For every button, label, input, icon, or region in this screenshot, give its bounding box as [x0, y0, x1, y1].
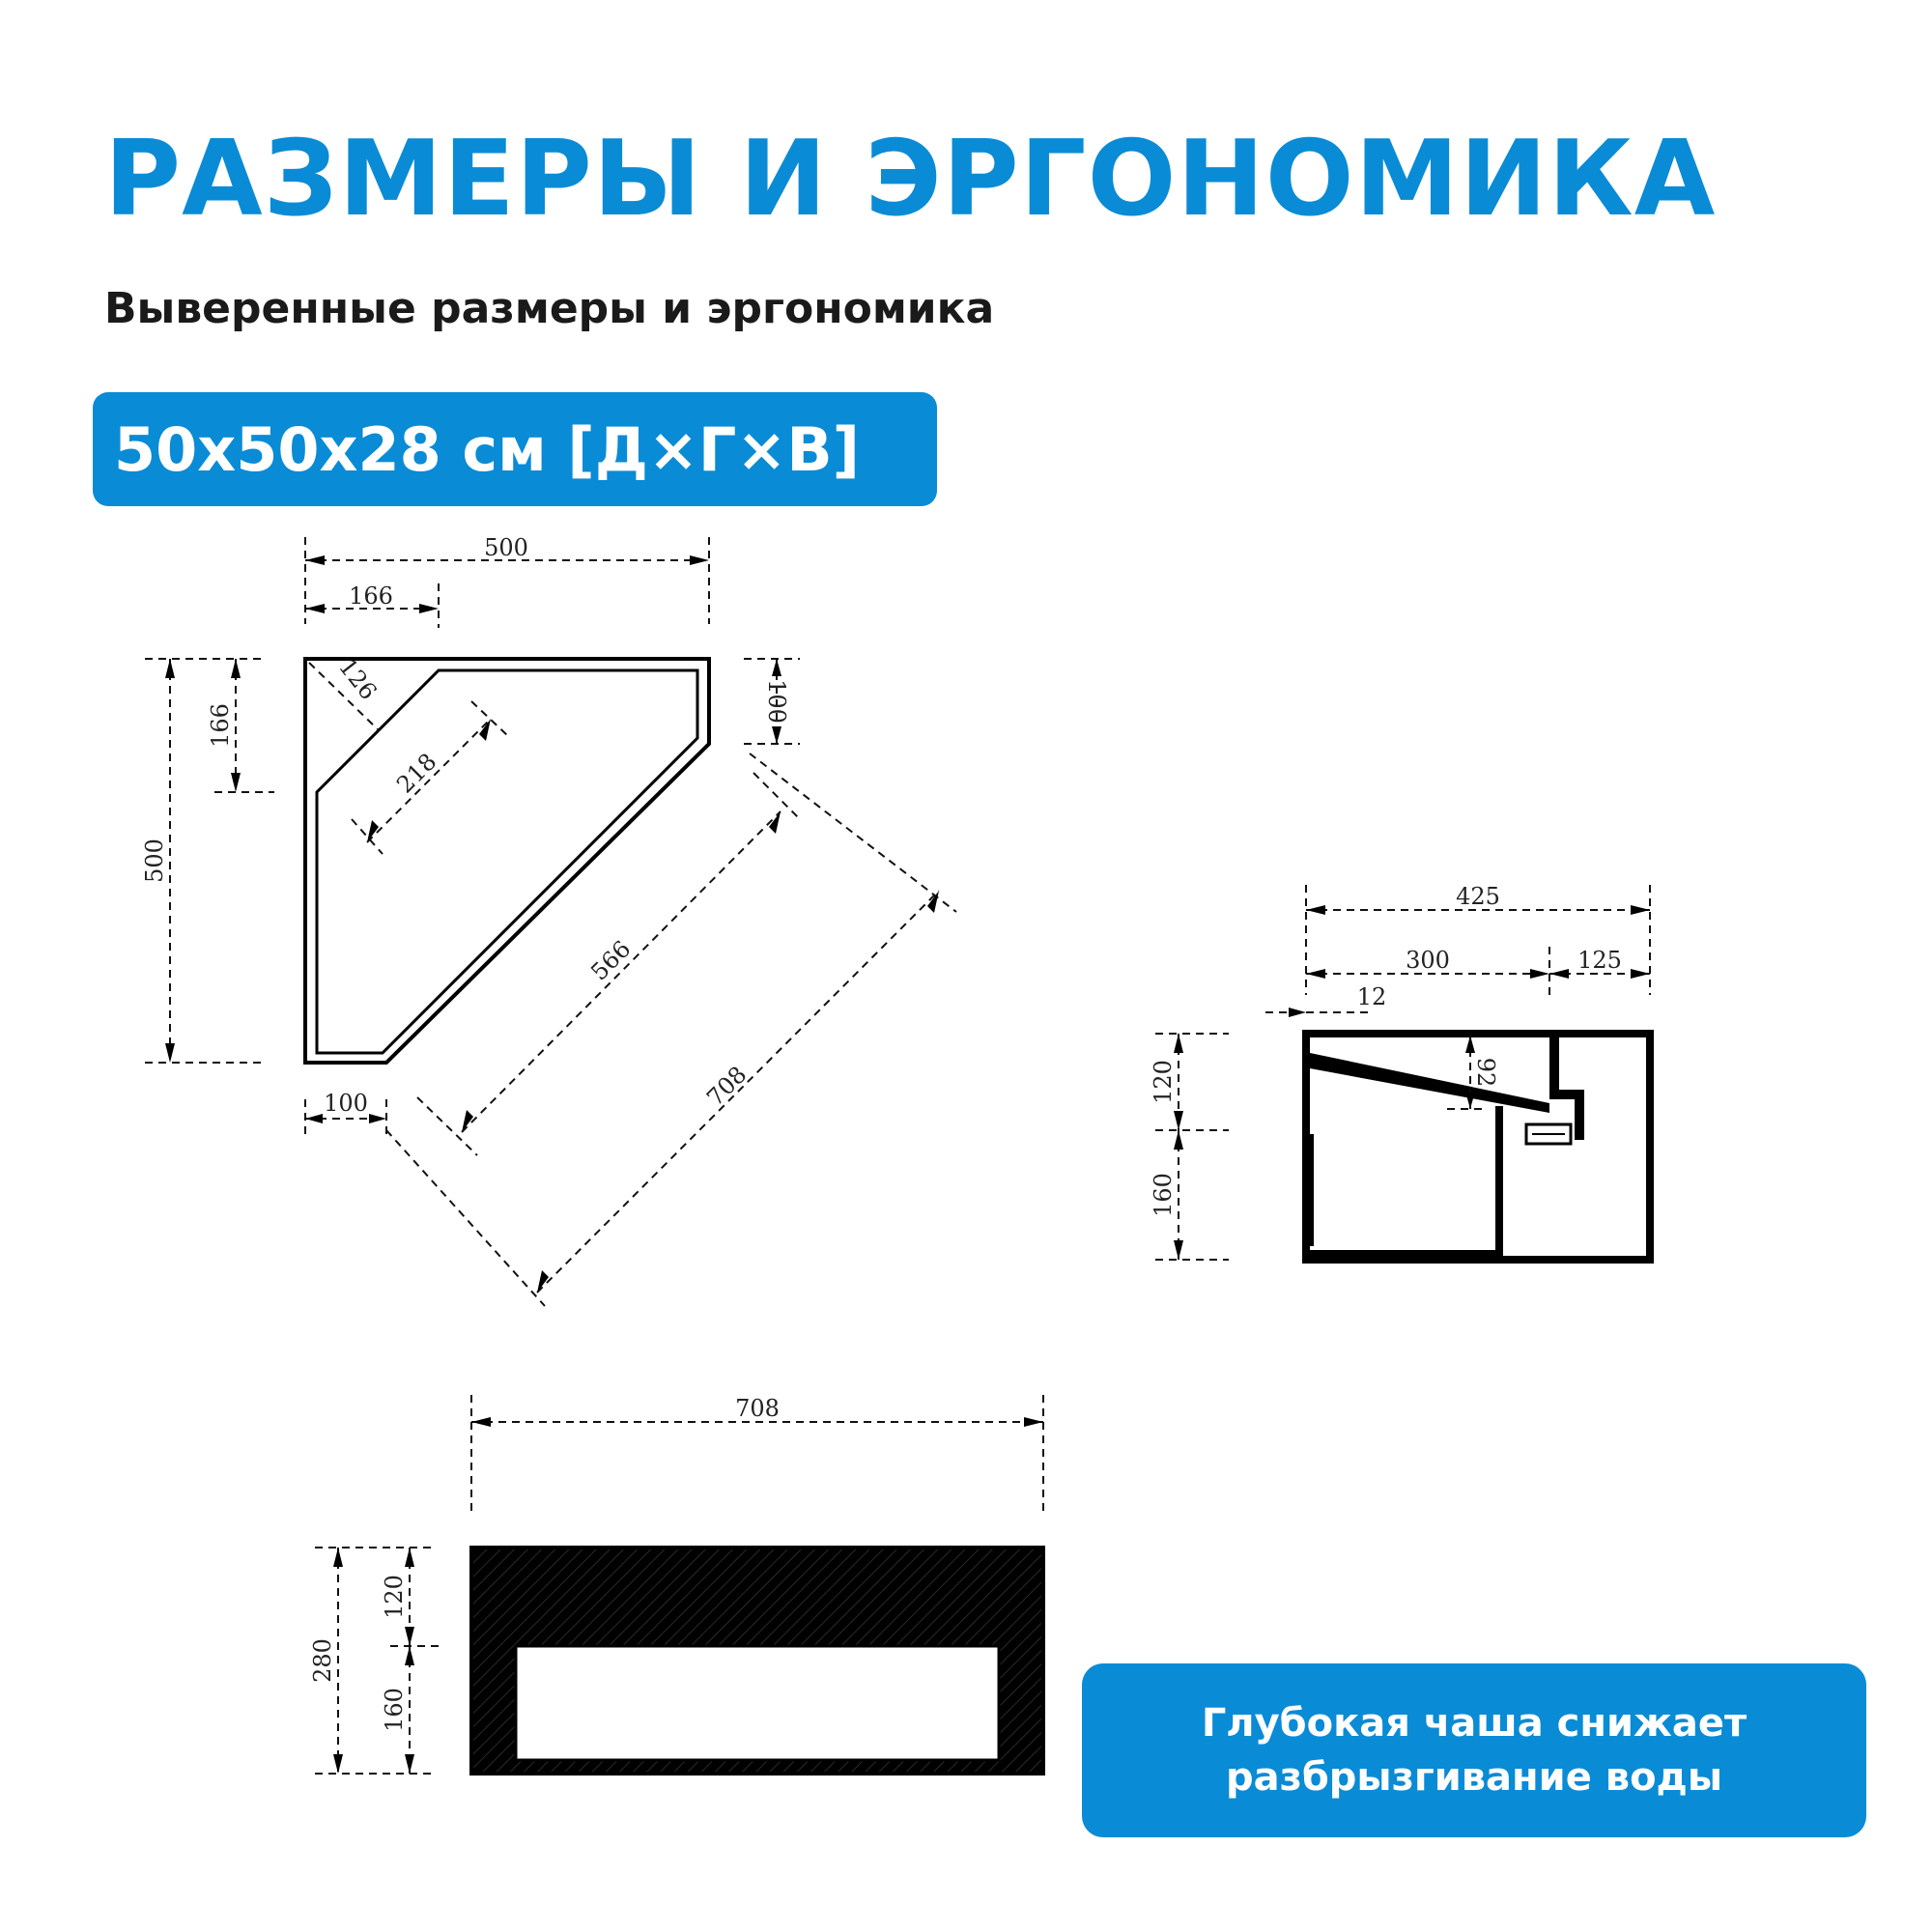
- feature-note: [1082, 1663, 1866, 1837]
- side-total-label: 425: [1456, 883, 1500, 910]
- front-width-label: 708: [735, 1395, 780, 1422]
- front-total-height-label: 280: [309, 1638, 336, 1683]
- side-lower-label: 160: [1150, 1173, 1177, 1217]
- dimensions-badge-label: 50x50x28 см [Д×Г×В]: [114, 413, 860, 485]
- plan-front-outer-label: 708: [701, 1061, 753, 1112]
- page-title: РАЗМЕРЫ И ЭРГОНОМИКА: [104, 119, 1717, 240]
- page-subtitle: Выверенные размеры и эргономика: [104, 284, 995, 333]
- plan-inner-edge-label: 218: [391, 748, 442, 799]
- front-view: [309, 1395, 1043, 1774]
- feature-note-line-1: Глубокая чаша снижает: [1201, 1701, 1747, 1746]
- front-lower-label: 160: [381, 1688, 408, 1732]
- plan-inner-offset-label: 166: [349, 582, 393, 610]
- plan-view: [141, 534, 956, 1306]
- plan-outline-inner: [317, 670, 697, 1053]
- plan-outline-outer: [305, 659, 709, 1063]
- side-rim-label: 125: [1577, 947, 1622, 974]
- side-upper-label: 120: [1150, 1060, 1177, 1104]
- plan-width-label: 500: [484, 534, 528, 561]
- feature-note-line-2: разбрызгивание воды: [1225, 1755, 1723, 1800]
- plan-depth-label: 500: [141, 838, 168, 883]
- plan-front-inner-label: 566: [585, 935, 637, 986]
- side-bowl-label: 300: [1406, 947, 1450, 974]
- plan-side-offset-label: 166: [207, 703, 234, 748]
- plan-bottom-step-label: 100: [324, 1090, 368, 1117]
- side-slope: [1310, 1053, 1549, 1113]
- side-wall-label: 12: [1356, 983, 1387, 1010]
- front-opening: [516, 1646, 999, 1760]
- plan-corner-label: 126: [333, 653, 383, 705]
- side-slope-label: 92: [1472, 1057, 1499, 1088]
- front-upper-label: 120: [381, 1575, 408, 1619]
- plan-right-step-label: 100: [763, 679, 790, 724]
- side-view: [1150, 883, 1650, 1260]
